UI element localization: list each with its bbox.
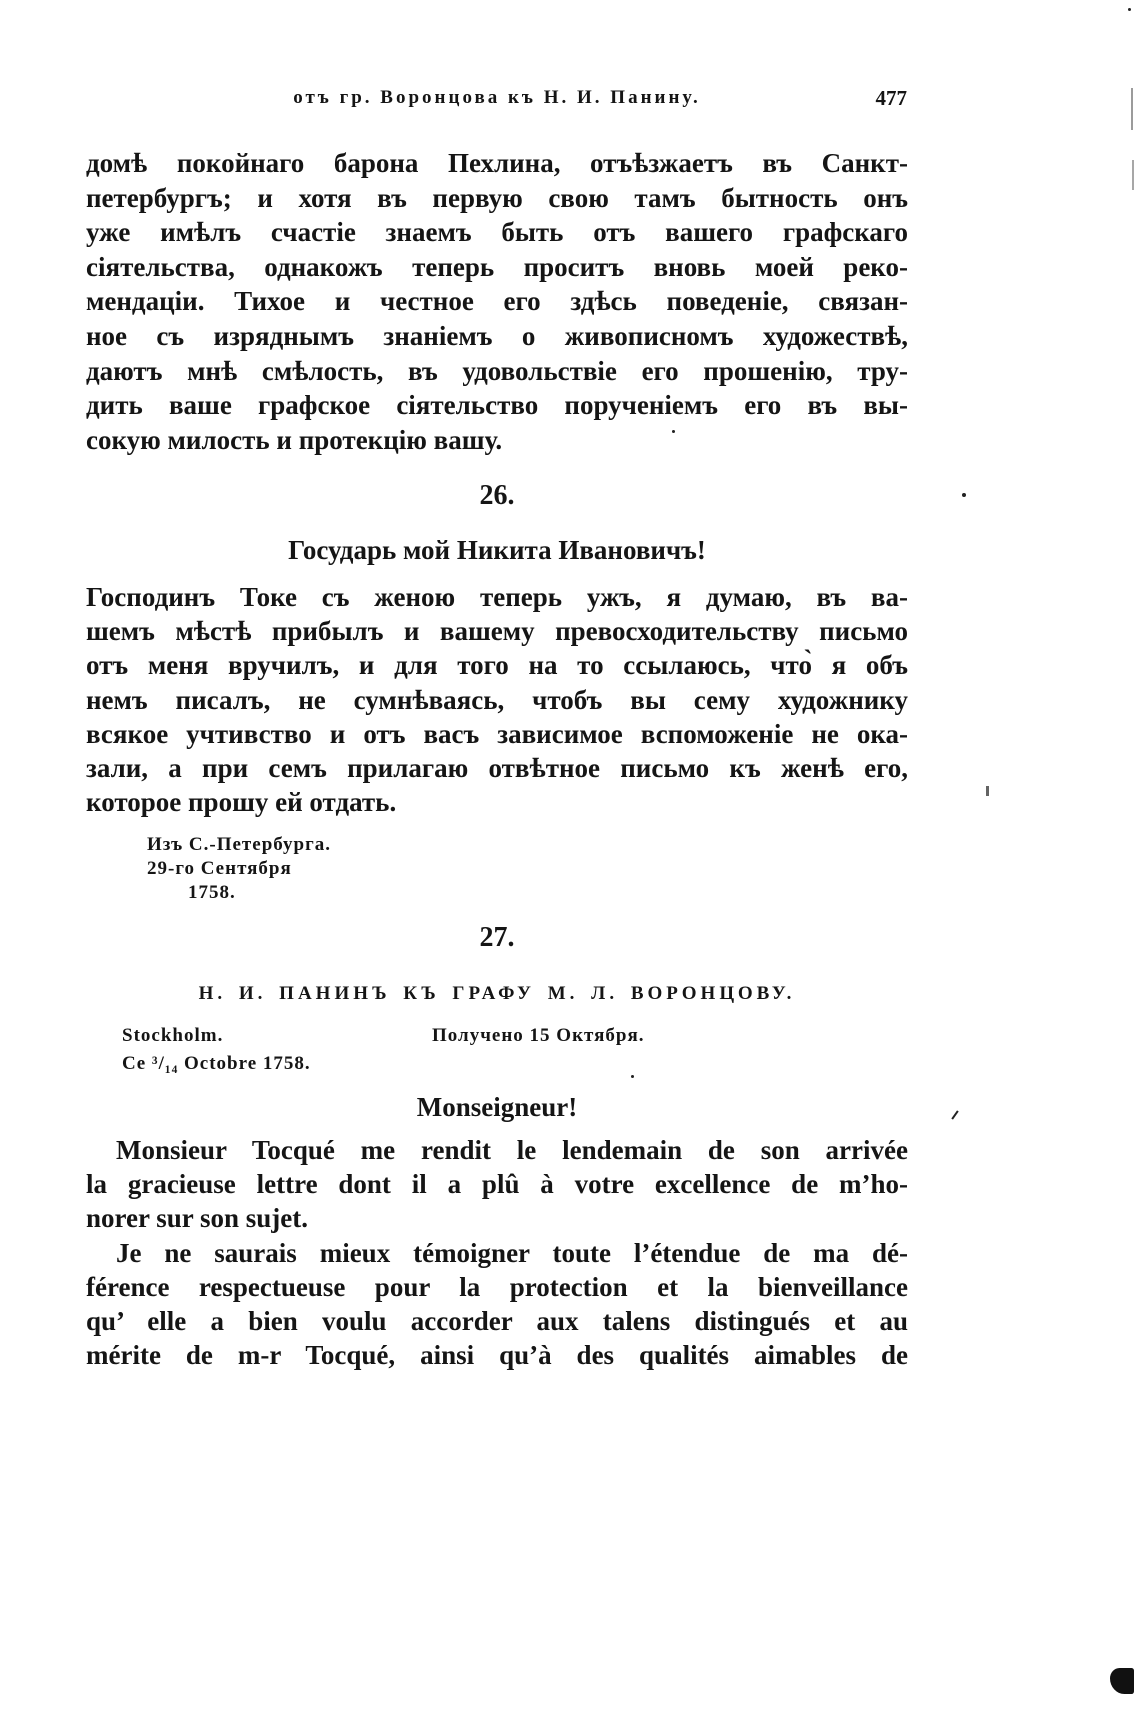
text-line: отъ меня вручилъ, и для того на то ссылаюсь, что̀ я объ: [86, 650, 908, 681]
scan-speck: [631, 1075, 634, 1078]
text-line: qu’ elle a bien voulu accorder aux talens distingués et au: [86, 1305, 908, 1336]
text-line: сокую милость и протекцію вашу.: [86, 424, 503, 455]
text-line: férence respectueuse pour la protection et la bienveillance: [86, 1271, 908, 1302]
paragraph: [86, 1236, 908, 1373]
text-line: mérite de m-r Tocqué, ainsi qu’à des qualités aimables de: [86, 1340, 908, 1371]
page-number: 477: [875, 86, 907, 110]
text-line: Monsieur Tocqué me rendit le lendemain de son arrivée: [116, 1135, 908, 1165]
text-line: петербургъ; и хотя въ первую свою тамъ бытность онъ: [86, 182, 908, 213]
text-line: даютъ мнѣ смѣлость, въ удовольствіе его прошенію, тру-: [86, 355, 908, 386]
scan-speck: [986, 786, 989, 796]
text-line: которое прошу ей отдать.: [86, 787, 397, 818]
letter-date: 29-го Сентября: [147, 858, 292, 879]
text-line: la gracieuse lettre dont il a plû à votre excellence de m’ho-: [86, 1169, 908, 1200]
scan-speck: [962, 493, 966, 497]
letter-heading: Н. И. ПАНИНЪ КЪ ГРАФУ М. Л. ВОРОНЦОВУ.: [198, 983, 796, 1004]
letter-place: Stockholm.: [122, 1025, 224, 1046]
scan-speck: [1110, 1668, 1134, 1694]
text-line: ное съ изряднымъ знаніемъ о живописномъ художествѣ,: [86, 320, 908, 351]
scan-speck: [1131, 88, 1133, 130]
text-line: norer sur son sujet.: [86, 1203, 309, 1234]
text-line: шемъ мѣстѣ прибылъ и вашему превосходительству письмо: [86, 616, 908, 647]
text-line: дить ваше графское сіятельство порученіемъ его въ вы-: [86, 390, 908, 421]
text-line: зали, а при семъ прилагаю отвѣтное письмо къ женѣ его,: [86, 752, 908, 783]
scan-speck: [951, 1110, 958, 1119]
letter-received-note: Получено 15 Октября.: [432, 1025, 645, 1046]
text-line: немъ писалъ, не сумнѣваясь, чтобъ вы сему художнику: [86, 684, 908, 715]
scan-speck: [1128, 8, 1131, 11]
letter-year: 1758.: [188, 882, 236, 903]
text-line: домѣ покойнаго барона Пехлина, отъѣзжаетъ въ Санкт-: [86, 148, 908, 178]
letter-25-closing-paragraph: [86, 146, 908, 457]
letter-date: Ce ³/₁₄ Octobre 1758.: [122, 1053, 311, 1074]
letter-salutation: Государь мой Никита Ивановичъ!: [288, 535, 706, 565]
text-line: всякое учтивство и отъ васъ зависимое вспоможеніе не ока-: [86, 718, 908, 749]
text-line: мендаціи. Тихое и честное его здѣсь поведеніе, связан-: [86, 286, 908, 317]
letter-salutation: Monseigneur!: [416, 1092, 578, 1122]
scan-speck: [672, 430, 675, 433]
text-line: сіятельства, однакожъ теперь проситъ вновь моей реко-: [86, 251, 908, 282]
scan-speck: [1132, 160, 1134, 190]
letter-27-body: [86, 1133, 908, 1372]
running-head: отъ гр. Воронцова къ Н. И. Панину.: [293, 87, 701, 108]
paragraph: [86, 1133, 908, 1236]
letter-number: 26.: [479, 480, 515, 511]
text-line: Je ne saurais mieux témoigner toute l’étendue de ma dé-: [116, 1237, 908, 1268]
letter-number: 27.: [479, 922, 515, 953]
text-line: уже имѣлъ счастіе знаемъ быть отъ вашего графскаго: [86, 217, 908, 248]
letter-26-body: [86, 580, 908, 819]
text-line: Господинъ Токе съ женою теперь ужъ, я думаю, въ ва-: [86, 582, 908, 612]
letter-place: Изъ С.-Петербурга.: [147, 834, 331, 855]
